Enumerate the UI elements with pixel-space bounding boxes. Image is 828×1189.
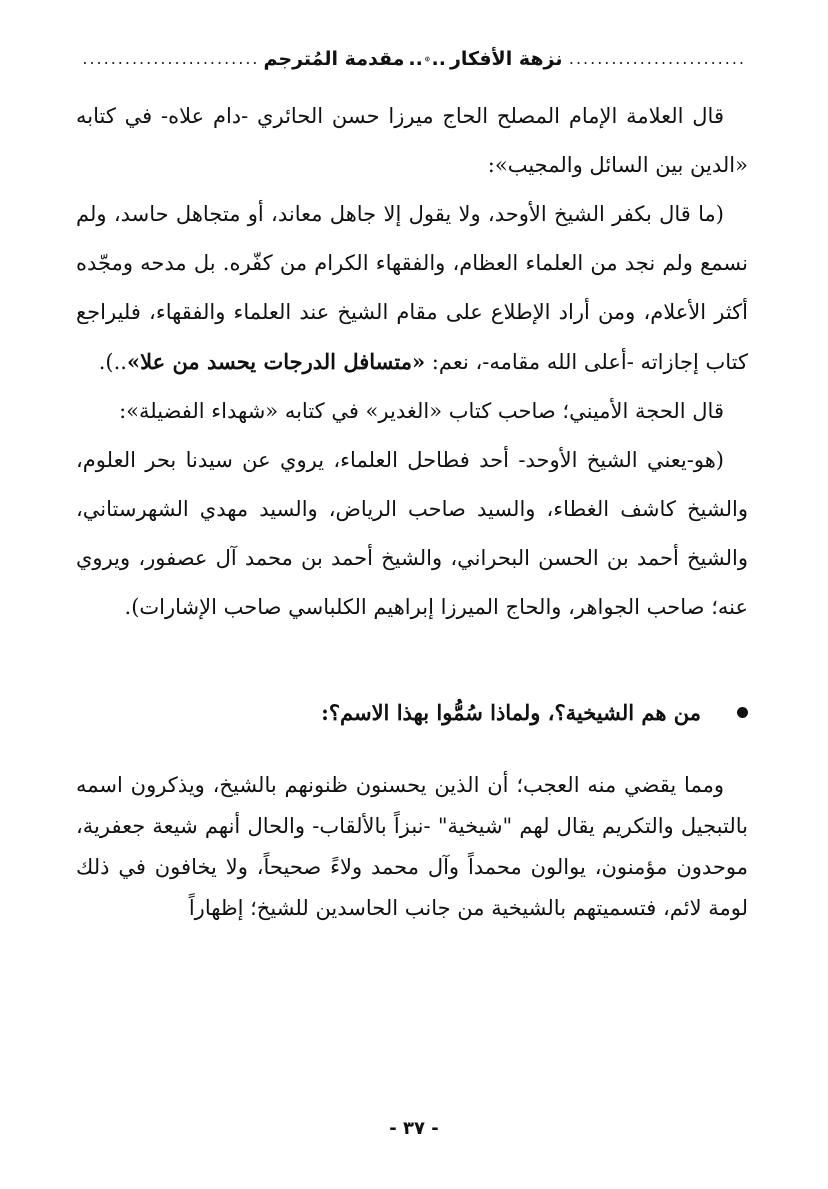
paragraph-4: (هو-يعني الشيخ الأوحد- أحد فطاحل العلماء، يروي عن سيدنا بحر العلوم، والشيخ كاشف الغطاء، والسيد صاحب الرياض، والسيد مهدي الشهرستاني، والشيخ أحمد بن الحسن البحراني، والشيخ أحمد بن محمد آل عصفور، ويروي عنه؛ صاحب الجواهر، والحاج الميرزا إبراهيم الكلباسي صاحب الإشارات). [76,448,748,619]
paragraph-3: قال الحجة الأميني؛ صاحب كتاب «الغدير» في كتابه «شهداء الفضيلة»: [119,399,724,423]
header-separator-right: .. [431,48,446,70]
section-heading-text: من هم الشيخية؟، ولماذا سُمُّوا بهذا الاسم؟: [321,700,701,725]
header-separator-left: .. [408,48,423,70]
header-book-title: نزهة الأفكار [449,48,563,70]
page-body [76,92,748,929]
page-number: - ٣٧ - [389,1118,439,1139]
header-chapter-title: مقدمة المُترجم [263,48,405,70]
header-dots-left [80,51,260,67]
paragraph-1: قال العلامة الإمام المصلح الحاج ميرزا حسن الحائري -دام علاه- في كتابه «الدين بين السائل والمجيب»: [76,104,748,177]
section-heading [76,688,748,737]
bullet-icon [737,707,748,718]
paragraph-2-quote: «متسافل الدرجات يحسد من علا» [126,349,426,374]
ornament-icon [425,51,430,67]
header-dots-right [566,51,746,67]
paragraph-2 [76,190,748,387]
paragraph-2-end: ..). [98,350,127,374]
running-header [80,42,746,76]
paragraph-2-text: (ما قال بكفر الشيخ الأوحد، ولا يقول إلا جاهل معاند، أو متجاهل حاسد، ولم نسمع ولم نجد من العلماء العظام، والفقهاء الكرام من كفّره. بل مدحه ومجّده أكثر الأعلام، ومن أراد الإطلاع على مقام الشيخ عند العلماء والفقهاء، فليراجع كتاب إجازاته -أعلى الله مقامه-، نعم: [76,202,748,374]
paragraph-5: ومما يقضي منه العجب؛ أن الذين يحسنون ظنونهم بالشيخ، ويذكرون اسمه بالتبجيل والتكريم يقال لهم "شيخية" -نبزاً بالألقاب- والحال أنهم شيعة جعفرية، موحدون مؤمنون، يوالون محمداً وآل محمد ولاءً صحيحاً، ولا يخافون في ذلك لومة لائم، فتسميتهم بالشيخية من جانب الحاسدين للشيخ؛ إظهاراً [76,773,748,920]
